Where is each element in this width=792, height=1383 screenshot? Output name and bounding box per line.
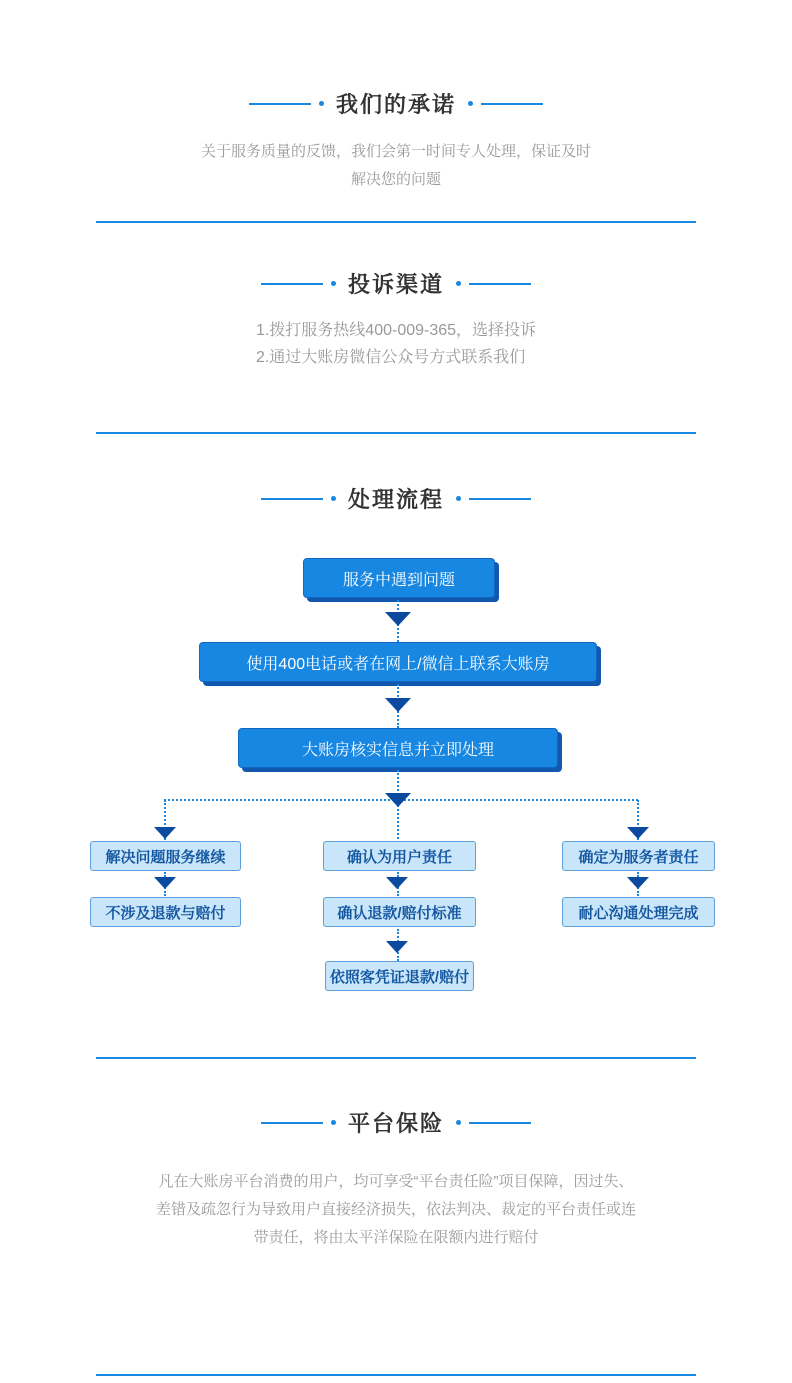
title-dot-right [456,1120,461,1125]
flow-step-problem: 服务中遇到问题 [303,558,495,598]
flow-branch-mid-step2: 确认退款/赔付标准 [323,897,476,927]
arrow-down-icon [154,827,176,839]
promise-heading: 我们的承诺 [335,92,456,117]
section-divider [96,1374,696,1376]
title-dot-left [319,101,324,106]
flow-branch-left-step2: 不涉及退款与赔付 [90,897,241,927]
process-heading: 处理流程 [347,487,444,512]
section-divider [96,1057,696,1059]
title-line-right [481,103,543,105]
flow-step-verify: 大账房核实信息并立即处理 [238,728,558,768]
complaint-channel-list [256,317,536,371]
title-line-left [261,1122,323,1124]
insurance-heading: 平台保险 [347,1111,444,1136]
arrow-down-icon [386,877,408,889]
arrow-down-icon [627,827,649,839]
section-title-promise [0,88,792,119]
title-line-left [249,103,311,105]
channel-item-wechat: 2.通过大账房微信公众号方式联系我们 [255,349,526,366]
promise-text: 关于服务质量的反馈，我们会第一时间专人处理，保证及时解决您的问题 [200,143,591,188]
flow-branch-mid-step3: 依照客凭证退款/赔付 [325,961,474,991]
channel-item-hotline: 1.拨打服务热线400-009-365，选择投诉 [255,322,537,339]
arrow-down-icon [385,612,411,626]
title-dot-right [468,101,473,106]
title-dot-left [331,281,336,286]
process-flowchart [0,540,792,1005]
title-dot-left [331,1120,336,1125]
title-dot-right [456,496,461,501]
flow-branch-mid-step1: 确认为用户责任 [323,841,476,871]
arrow-down-icon [154,877,176,889]
flow-branch-left-step1: 解决问题服务继续 [90,841,241,871]
arrow-down-icon [385,698,411,712]
title-dot-left [331,496,336,501]
title-line-left [261,283,323,285]
section-title-insurance [0,1107,792,1138]
title-line-left [261,498,323,500]
title-line-right [469,1122,531,1124]
channels-heading: 投诉渠道 [347,272,444,297]
section-divider [96,221,696,223]
flow-step-contact: 使用400电话或者在网上/微信上联系大账房 [199,642,597,682]
section-title-process [0,483,792,514]
arrow-down-icon [627,877,649,889]
title-line-right [469,498,531,500]
title-dot-right [456,281,461,286]
flow-branch-right-step2: 耐心沟通处理完成 [562,897,715,927]
arrow-down-icon [385,793,411,807]
arrow-down-icon [386,941,408,953]
insurance-text: 凡在大账房平台消费的用户，均可享受“平台责任险”项目保障，因过失、差错及疏忽行为导致用户直接经济损失，依法判决、裁定的平台责任或连带责任，将由太平洋保险在限额内进行赔付 [156,1173,637,1246]
flow-branch-right-step1: 确定为服务者责任 [562,841,715,871]
title-line-right [469,283,531,285]
section-divider [96,432,696,434]
section-title-channels [0,268,792,299]
